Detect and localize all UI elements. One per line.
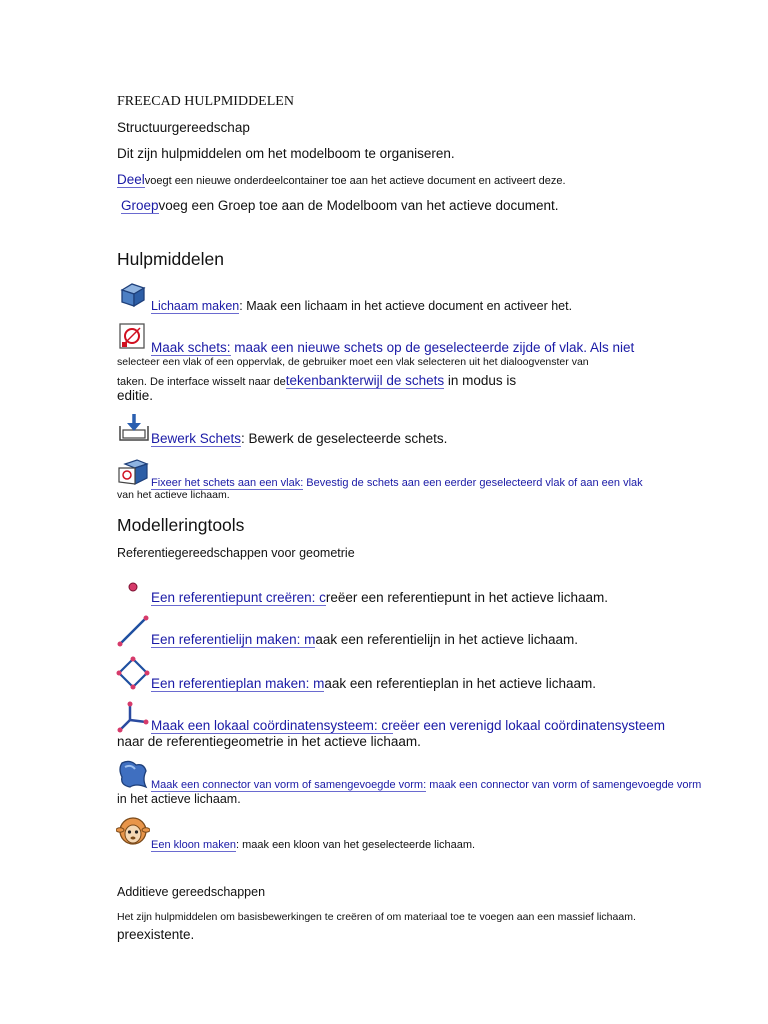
shape-binder-row	[151, 775, 701, 793]
additive-line-1: Het zijn hulpmiddelen om basisbewerkingen te creëren of om materiaal toe te voegen aan een massief lichaam.	[117, 911, 636, 923]
clone-row	[151, 835, 475, 853]
sketch-line-3-c: in modus is	[444, 373, 517, 388]
sketch-description: maak een nieuwe schets op de geselecteerde zijde of vlak. Als niet	[230, 340, 635, 355]
deel-description: voegt een nieuwe onderdeelcontainer toe aan het actieve document en activeert deze.	[144, 175, 566, 187]
datum-line-link[interactable]: Een referentielijn maken: m	[151, 632, 316, 647]
datum-point-description: reëer een referentiepunt in het actieve lichaam.	[325, 590, 609, 605]
groep-row	[121, 197, 559, 215]
datum-point-icon	[126, 580, 140, 594]
additive-heading: Additieve gereedschappen	[117, 885, 266, 899]
shape-binder-icon	[116, 757, 150, 791]
map-sketch-description: Bevestig de schets aan een eerder geselecteerd vlak of aan een vlak	[303, 477, 643, 489]
shape-binder-line-2: in het actieve lichaam.	[117, 792, 241, 806]
body-link[interactable]: Lichaam maken	[151, 299, 240, 313]
clone-link[interactable]: Een kloon maken	[151, 839, 236, 851]
clone-description: : maak een kloon van het geselecteerde lichaam.	[236, 839, 476, 851]
sketch-line-4: editie.	[117, 388, 154, 403]
datum-plane-icon	[116, 656, 150, 690]
lcs-line-2: naar de referentiegeometrie in het actieve lichaam.	[117, 734, 421, 749]
shape-binder-link[interactable]: Maak een connector van vorm of samengevoegde vorm:	[151, 779, 427, 791]
datum-plane-link[interactable]: Een referentieplan maken: m	[151, 676, 325, 691]
sketch-line-3-b: terwijl de schets	[348, 373, 445, 388]
structure-heading: Structuurgereedschap	[117, 120, 250, 135]
deel-row	[117, 171, 566, 189]
datum-point-link[interactable]: Een referentiepunt creëren: c	[151, 590, 326, 605]
hulpmiddelen-heading: Hulpmiddelen	[117, 249, 225, 269]
workbench-link[interactable]: tekenbank	[285, 373, 349, 388]
clone-sheep-icon	[116, 815, 150, 849]
edit-sketch-description: : Bewerk de geselecteerde schets.	[241, 431, 448, 446]
groep-description: voeg een Groep toe aan de Modelboom van het actieve document.	[158, 198, 559, 213]
shape-binder-description: maak een connector van vorm of samengevoegde vorm	[426, 779, 702, 791]
body-description: : Maak een lichaam in het actieve document en activeer het.	[239, 299, 573, 313]
datum-line-icon	[116, 614, 150, 648]
body-row	[151, 297, 572, 315]
page-title: FREECAD HULPMIDDELEN	[117, 94, 294, 109]
sketch-line-2: selecteer een vlak of een oppervlak, de gebruiker moet een vlak selecteren uit het dialoogvenster van	[117, 356, 589, 368]
datum-line-row	[151, 631, 578, 649]
map-sketch-link[interactable]: Fixeer het schets aan een vlak:	[151, 477, 304, 489]
edit-sketch-link[interactable]: Bewerk Schets	[151, 431, 242, 446]
map-sketch-icon	[117, 458, 149, 486]
map-sketch-line-2: van het actieve lichaam.	[117, 489, 230, 501]
datum-point-row	[151, 589, 608, 607]
datum-plane-description: aak een referentieplan in het actieve lichaam.	[324, 676, 597, 691]
lcs-description: eëer een verenigd lokaal coördinatensysteem	[392, 718, 666, 733]
sketch-row	[151, 339, 634, 357]
sketch-line-3-a: taken. De interface wisselt naar de	[117, 376, 286, 388]
datum-plane-row	[151, 675, 596, 693]
lcs-row	[151, 717, 665, 735]
sketch-link[interactable]: Maak schets:	[151, 340, 231, 355]
edit-sketch-icon	[118, 412, 150, 442]
modelling-subheading: Referentiegereedschappen voor geometrie	[117, 546, 355, 560]
datum-line-description: aak een referentielijn in het actieve lichaam.	[315, 632, 578, 647]
body-icon	[118, 281, 148, 309]
modelling-heading: Modelleringtools	[117, 515, 245, 535]
additive-line-2: preexistente.	[117, 927, 195, 942]
sketch-icon	[118, 322, 148, 352]
deel-link[interactable]: Deel	[117, 172, 145, 187]
groep-link[interactable]: Groep	[121, 198, 159, 213]
sketch-line-3	[117, 372, 516, 390]
lcs-link[interactable]: Maak een lokaal coördinatensysteem: cr	[151, 718, 393, 733]
lcs-icon	[116, 700, 150, 734]
structure-intro: Dit zijn hulpmiddelen om het modelboom te organiseren.	[117, 146, 455, 161]
edit-sketch-row	[151, 430, 447, 448]
